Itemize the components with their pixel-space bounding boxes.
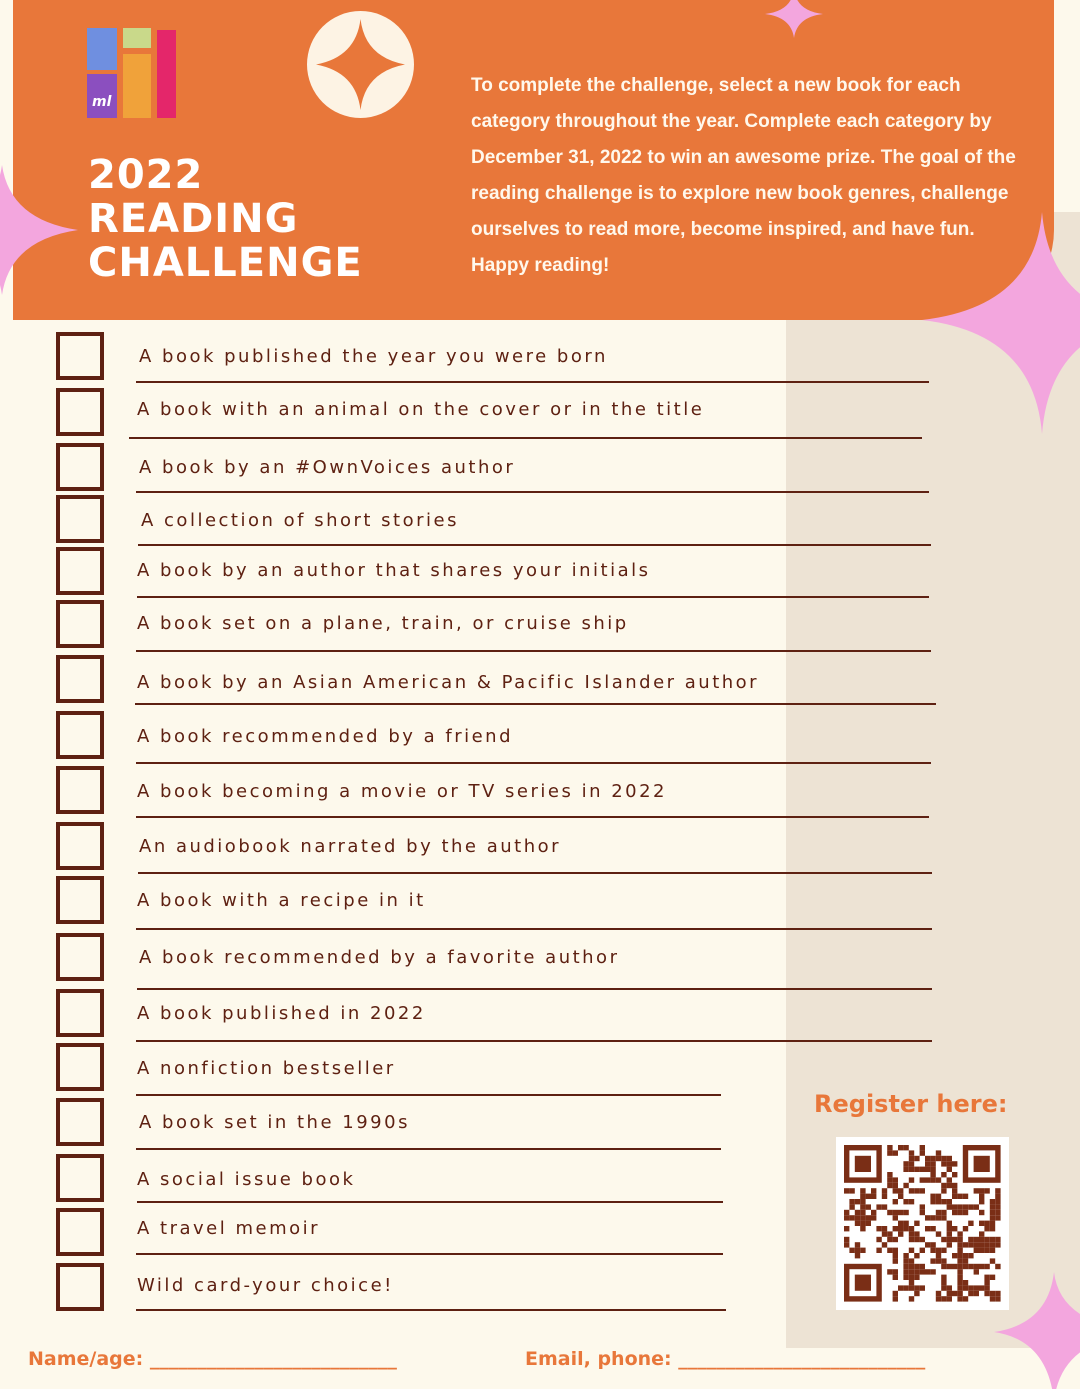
writing-line[interactable] (136, 762, 931, 764)
writing-line[interactable] (137, 596, 929, 598)
checklist-item-label: Wild card-your choice! (137, 1275, 394, 1296)
checklist-item-label: A book published in 2022 (137, 1003, 426, 1024)
checklist-item-label: A book set on a plane, train, or cruise ship (137, 613, 629, 634)
writing-line[interactable] (136, 928, 932, 930)
checkbox[interactable] (56, 1208, 104, 1256)
checkbox[interactable] (56, 822, 104, 870)
checkbox[interactable] (56, 443, 104, 491)
writing-line[interactable] (136, 491, 929, 493)
writing-line[interactable] (136, 1148, 721, 1150)
four-point-star-icon (307, 11, 414, 118)
checklist-item-label: A collection of short stories (141, 510, 459, 531)
writing-line[interactable] (136, 1094, 721, 1096)
writing-line[interactable] (129, 437, 922, 439)
checkbox[interactable] (56, 1263, 104, 1311)
checklist-item-label: A book recommended by a friend (137, 726, 514, 747)
register-label: Register here: (814, 1090, 1008, 1118)
intro-text: To complete the challenge, select a new book for each category throughout the year. Complete each category by December 31, 2022 to win an awesome prize. The goal of the reading challenge is to explore new book genres, challenge ourselves to read more, become inspired, and have fun. Happy reading! (471, 75, 1016, 276)
writing-line[interactable] (136, 650, 931, 652)
checklist-item-label: A book set in the 1990s (139, 1112, 410, 1133)
checklist-item-label: A book recommended by a favorite author (139, 947, 620, 968)
title-line: READING (88, 196, 299, 242)
checklist-item-label: A book published the year you were born (139, 346, 608, 367)
checklist-item-label: A social issue book (137, 1169, 356, 1190)
title-line: CHALLENGE (88, 240, 363, 286)
register-qr[interactable] (836, 1137, 1009, 1310)
writing-line[interactable] (138, 544, 931, 546)
writing-line[interactable] (136, 1253, 723, 1255)
writing-line[interactable] (136, 381, 929, 383)
sparkle-icon (763, 0, 825, 40)
checkbox[interactable] (56, 655, 104, 703)
checklist-item-label: An audiobook narrated by the author (139, 836, 562, 857)
checklist-item-label: A book by an Asian American & Pacific Islander author (137, 672, 760, 693)
writing-line[interactable] (137, 1201, 723, 1203)
checklist-item-label: A book with an animal on the cover or in the title (137, 399, 705, 420)
checklist-item-label: A book by an author that shares your initials (137, 560, 651, 581)
checkbox[interactable] (56, 989, 104, 1037)
writing-line[interactable] (138, 872, 932, 874)
checkbox[interactable] (56, 332, 104, 380)
checklist-item-label: A book becoming a movie or TV series in 2022 (137, 781, 668, 802)
library-logo: ml (87, 28, 177, 118)
sparkle-icon (920, 212, 1080, 437)
checkbox[interactable] (56, 766, 104, 814)
writing-line[interactable] (136, 1309, 726, 1311)
checkbox[interactable] (56, 711, 104, 759)
writing-line[interactable] (136, 1040, 932, 1042)
sparkle-icon (0, 165, 80, 295)
checklist-item-label: A nonfiction bestseller (137, 1058, 396, 1079)
checkbox[interactable] (56, 1043, 104, 1091)
checklist-item-label: A book with a recipe in it (137, 890, 426, 911)
writing-line[interactable] (136, 816, 929, 818)
name-age-field[interactable]: Name/age: __________________________ (28, 1348, 397, 1370)
checkbox[interactable] (56, 495, 104, 543)
qr-code-icon (836, 1137, 1009, 1310)
checkbox[interactable] (56, 1154, 104, 1202)
writing-line[interactable] (135, 703, 936, 705)
writing-line[interactable] (137, 988, 932, 990)
checkbox[interactable] (56, 876, 104, 924)
title-line: 2022 (88, 152, 204, 198)
checkbox[interactable] (56, 1098, 104, 1146)
checkbox[interactable] (56, 933, 104, 981)
star-badge (307, 11, 414, 118)
email-phone-field[interactable]: Email, phone: __________________________ (525, 1348, 926, 1370)
checkbox[interactable] (56, 388, 104, 436)
checklist-item-label: A travel memoir (137, 1218, 321, 1239)
checkbox[interactable] (56, 600, 104, 648)
checkbox[interactable] (56, 547, 104, 595)
page-title (88, 153, 363, 285)
header-banner (13, 0, 1054, 320)
checklist-item-label: A book by an #OwnVoices author (139, 457, 516, 478)
